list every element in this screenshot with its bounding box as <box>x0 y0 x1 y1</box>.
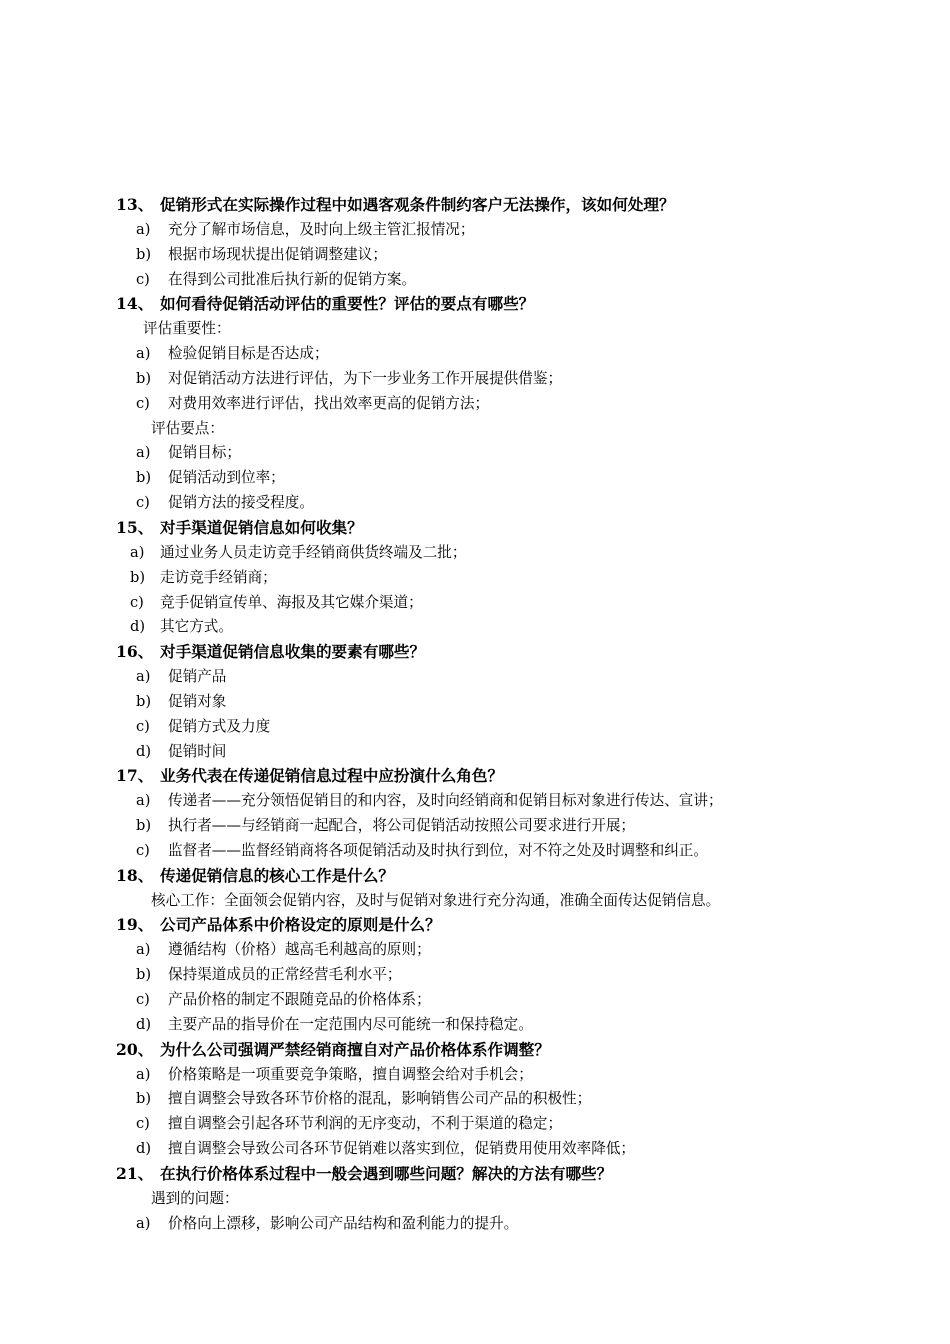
sub-heading <box>0 317 950 342</box>
list-item <box>0 268 950 293</box>
question-heading <box>0 516 950 541</box>
list-item-text: 擅自调整会引起各环节利润的无序变动，不利于渠道的稳定； <box>168 1115 563 1133</box>
question-heading <box>0 193 950 218</box>
list-item <box>0 1212 950 1237</box>
list-item-text: 促销产品 <box>168 668 227 686</box>
list-item-text: 对促销活动方法进行评估，为下一步业务工作开展提供借鉴； <box>168 369 563 387</box>
list-item-text: 促销时间 <box>168 742 227 760</box>
list-item <box>0 1063 950 1088</box>
list-item <box>0 1137 950 1162</box>
list-marker: c) <box>136 394 150 412</box>
sub-heading <box>0 417 950 442</box>
list-item-text: 走访竞手经销商； <box>160 568 277 586</box>
question-number: 20、 <box>116 1039 154 1059</box>
list-item-text: 遵循结构（价格）越高毛利越高的原则； <box>168 941 431 959</box>
list-marker: a) <box>130 543 145 561</box>
list-item-text: 主要产品的指导价在一定范围内尽可能统一和保持稳定。 <box>168 1015 533 1033</box>
list-marker: c) <box>136 270 150 288</box>
list-marker: a) <box>136 345 151 363</box>
question-number: 17、 <box>116 766 154 786</box>
list-item <box>0 566 950 591</box>
question-number: 15、 <box>116 517 154 537</box>
question-text: 传递促销信息的核心工作是什么？ <box>160 865 394 885</box>
list-marker: b) <box>136 966 152 984</box>
question-text: 业务代表在传递促销信息过程中应扮演什么角色？ <box>160 766 504 786</box>
list-item <box>0 615 950 640</box>
list-item-text: 其它方式。 <box>160 618 233 636</box>
list-item-text: 价格向上漂移，影响公司产品结构和盈利能力的提升。 <box>168 1214 519 1232</box>
list-item <box>0 367 950 392</box>
question-number: 16、 <box>116 642 154 662</box>
question-heading <box>0 764 950 789</box>
list-item <box>0 1013 950 1038</box>
list-marker: d) <box>136 742 152 760</box>
list-item-text: 通过业务人员走访竞手经销商供货终端及二批； <box>160 543 467 561</box>
list-item-text: 在得到公司批准后执行新的促销方案。 <box>168 270 417 288</box>
list-marker: b) <box>136 245 152 263</box>
list-item-text: 擅自调整会导致各环节价格的混乱，影响销售公司产品的积极性； <box>168 1090 592 1108</box>
sub-heading-text: 遇到的问题： <box>151 1189 239 1207</box>
list-item-text: 竞手促销宣传单、海报及其它媒介渠道； <box>160 593 423 611</box>
question-number: 18、 <box>116 865 154 885</box>
question-text: 对手渠道促销信息如何收集？ <box>160 517 363 537</box>
list-marker: c) <box>136 841 150 859</box>
question-heading <box>0 864 950 889</box>
list-item-text: 根据市场现状提出促销调整建议； <box>168 245 387 263</box>
list-item-text: 促销方式及力度 <box>168 717 271 735</box>
list-marker: c) <box>136 991 150 1008</box>
question-number: 19、 <box>116 915 154 935</box>
list-item-text: 充分了解市场信息，及时向上级主管汇报情况； <box>168 220 475 238</box>
question-text: 公司产品体系中价格设定的原则是什么？ <box>160 915 441 935</box>
list-item-text: 保持渠道成员的正常经营毛利水平； <box>168 966 402 984</box>
list-item <box>0 690 950 715</box>
question-heading <box>0 292 950 317</box>
list-item <box>0 441 950 466</box>
list-item-text: 促销活动到位率； <box>168 469 285 487</box>
question-number: 21、 <box>116 1163 154 1183</box>
list-marker: a) <box>136 444 151 462</box>
list-marker: c) <box>136 717 150 735</box>
question-text: 对手渠道促销信息收集的要素有哪些？ <box>160 642 426 662</box>
list-item <box>0 541 950 566</box>
list-item <box>0 218 950 243</box>
question-number: 13、 <box>116 195 154 214</box>
list-item-text: 促销对象 <box>168 692 227 710</box>
question-text: 为什么公司强调严禁经销商擅自对产品价格体系作调整？ <box>160 1039 550 1059</box>
list-marker: b) <box>136 369 152 387</box>
list-marker: d) <box>136 1015 152 1033</box>
question-text: 促销形式在实际操作过程中如遇客观条件制约客户无法操作，该如何处理？ <box>160 195 675 214</box>
list-marker: d) <box>130 618 146 636</box>
list-marker: b) <box>136 1090 152 1108</box>
list-marker: c) <box>130 593 144 611</box>
list-marker: a) <box>136 792 151 810</box>
list-item-text: 价格策略是一项重要竞争策略，擅自调整会给对手机会； <box>168 1065 533 1083</box>
list-item-text: 检验促销目标是否达成； <box>168 345 329 363</box>
list-item <box>0 342 950 367</box>
list-marker: b) <box>136 469 152 487</box>
list-item <box>0 938 950 963</box>
list-item-text: 产品价格的制定不跟随竞品的价格体系； <box>168 991 431 1008</box>
list-item <box>0 491 950 516</box>
question-heading <box>0 640 950 665</box>
list-item <box>0 243 950 268</box>
list-marker: b) <box>136 692 152 710</box>
list-item <box>0 392 950 417</box>
sub-heading <box>0 889 950 914</box>
list-item-text: 传递者——充分领悟促销目的和内容，及时向经销商和促销目标对象进行传达、宣讲； <box>168 792 723 810</box>
list-marker: c) <box>136 494 150 512</box>
list-item-text: 监督者——监督经销商将各项促销活动及时执行到位，对不符之处及时调整和纠正。 <box>168 841 708 859</box>
list-item <box>0 591 950 616</box>
list-item <box>0 963 950 988</box>
list-item <box>0 1112 950 1137</box>
list-item <box>0 740 950 765</box>
list-item-text: 促销方法的接受程度。 <box>168 494 314 512</box>
sub-heading-text: 核心工作：全面领会促销内容，及时与促销对象进行充分沟通，准确全面传达促销信息。 <box>151 891 721 909</box>
list-item <box>0 839 950 864</box>
list-item <box>0 789 950 814</box>
question-heading <box>0 913 950 938</box>
question-heading <box>0 1038 950 1063</box>
list-marker: a) <box>136 941 151 959</box>
sub-heading <box>0 1187 950 1212</box>
list-item-text: 擅自调整会导致公司各环节促销难以落实到位，促销费用使用效率降低； <box>168 1140 636 1158</box>
list-item-text: 对费用效率进行评估，找出效率更高的促销方法； <box>168 394 490 412</box>
list-item <box>0 466 950 491</box>
list-item <box>0 814 950 839</box>
question-number: 14、 <box>116 294 154 314</box>
list-marker: c) <box>136 1115 150 1133</box>
list-item <box>0 988 950 1013</box>
list-item <box>0 715 950 740</box>
list-item <box>0 1087 950 1112</box>
list-item <box>0 665 950 690</box>
faq-content <box>0 193 950 1236</box>
list-marker: a) <box>136 668 151 686</box>
list-item-text: 执行者——与经销商一起配合，将公司促销活动按照公司要求进行开展； <box>168 817 636 835</box>
list-marker: b) <box>130 568 146 586</box>
question-heading <box>0 1162 950 1187</box>
list-marker: b) <box>136 817 152 835</box>
list-marker: a) <box>136 1065 151 1083</box>
list-marker: a) <box>136 1214 151 1232</box>
sub-heading-text: 评估要点： <box>151 419 224 437</box>
question-text: 如何看待促销活动评估的重要性？评估的要点有哪些？ <box>160 294 535 314</box>
sub-heading-text: 评估重要性： <box>143 320 231 338</box>
list-marker: a) <box>136 220 151 238</box>
question-text: 在执行价格体系过程中一般会遇到哪些问题？解决的方法有哪些？ <box>160 1163 613 1183</box>
list-item-text: 促销目标； <box>168 444 241 462</box>
list-marker: d) <box>136 1140 152 1158</box>
